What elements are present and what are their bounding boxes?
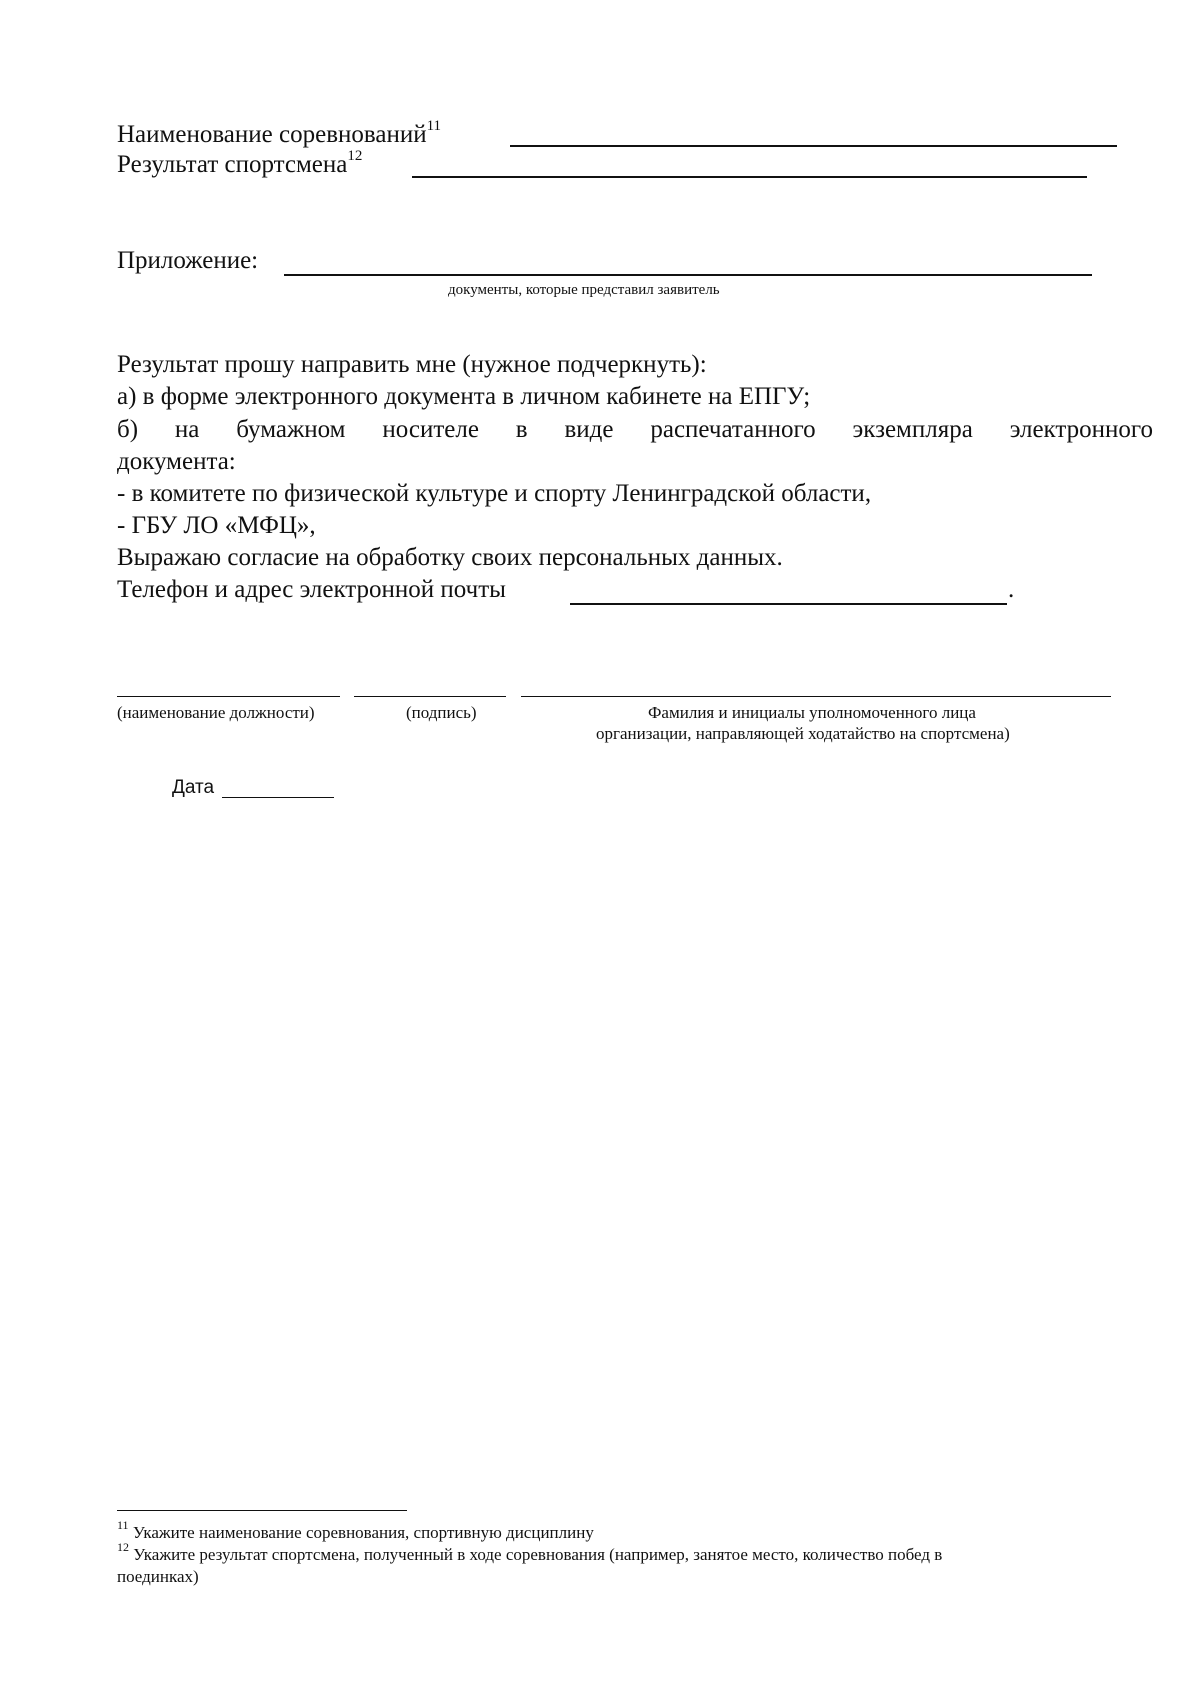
option-b-word: бумажном <box>236 416 346 443</box>
name-caption-line1: Фамилия и инициалы уполномоченного лица <box>648 703 976 722</box>
contact-label: Телефон и адрес электронной почты <box>117 576 506 603</box>
name-caption-line2: организации, направляющей ходатайство на спортсмена) <box>596 724 1010 743</box>
position-line[interactable] <box>117 696 340 697</box>
delivery-option-b-tail: документа: <box>117 448 236 475</box>
attachment-caption: документы, которые представил заявитель <box>448 282 720 298</box>
attachment-field[interactable] <box>284 274 1092 276</box>
footnote-12-continuation: поединках) <box>117 1567 199 1586</box>
date-field[interactable] <box>222 797 334 798</box>
signature-caption: (подпись) <box>406 703 477 722</box>
delivery-place-committee[interactable]: - в комитете по физической культуре и спорту Ленинградской области, <box>117 480 872 507</box>
date-label: Дата <box>172 777 215 798</box>
option-b-word: в <box>515 416 528 443</box>
option-b-word: виде <box>564 416 614 443</box>
name-line[interactable] <box>521 696 1111 697</box>
signature-line[interactable] <box>354 696 506 697</box>
option-b-word: на <box>174 416 200 443</box>
option-b-word: носителе <box>382 416 479 443</box>
option-b-word: распечатанного <box>650 416 816 443</box>
competition-name-label: Наименование соревнований$^{11}$ <box>117 117 442 148</box>
contact-field[interactable] <box>570 603 1007 605</box>
athlete-result-label: Результат спортсмена$^{12}$ <box>117 147 363 178</box>
competition-name-field[interactable] <box>510 145 1117 147</box>
delivery-option-b[interactable] <box>117 415 1153 445</box>
footnote-12: $^{12}$ Укажите результат спортсмена, полученный в ходе соревнования (например, занятое место, количество побед в <box>117 1540 943 1564</box>
option-b-word: экземпляра <box>852 416 973 443</box>
footnote-separator <box>117 1510 407 1511</box>
athlete-result-field[interactable] <box>412 176 1087 178</box>
attachment-label: Приложение: <box>117 247 259 274</box>
contact-end: . <box>1008 576 1015 603</box>
consent-text: Выражаю согласие на обработку своих персональных данных. <box>117 544 783 571</box>
delivery-intro: Результат прошу направить мне (нужное подчеркнуть): <box>117 351 707 378</box>
position-caption: (наименование должности) <box>117 703 315 722</box>
option-b-word: б) <box>117 416 139 443</box>
footnote-11: $^{11}$ Укажите наименование соревнования, спортивную дисциплину <box>117 1518 594 1542</box>
option-b-word: электронного <box>1009 416 1153 443</box>
delivery-place-mfc[interactable]: - ГБУ ЛО «МФЦ», <box>117 512 316 539</box>
footnote-ref-11: 11 <box>426 117 442 134</box>
delivery-option-a[interactable]: а) в форме электронного документа в личном кабинете на ЕПГУ; <box>117 383 811 410</box>
footnote-ref-12: 12 <box>347 147 363 164</box>
